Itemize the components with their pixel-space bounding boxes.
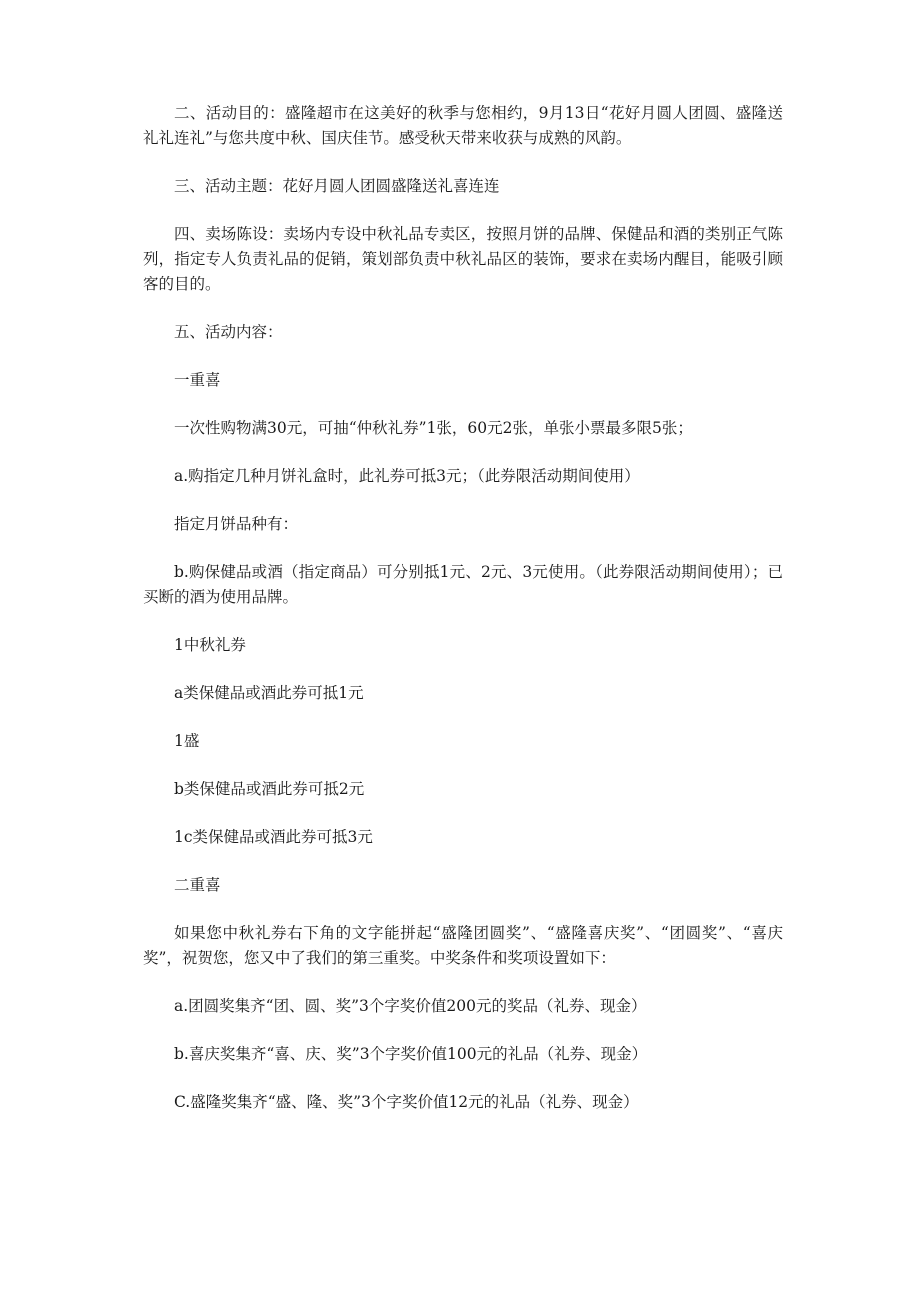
- paragraph-activity-theme: 三、活动主题：花好月圆人团圆盛隆送礼喜连连: [174, 177, 500, 195]
- paragraph-activity-content-heading: 五、活动内容：: [174, 323, 283, 341]
- paragraph-voucher-a: a类保健品或酒此券可抵1元: [174, 684, 364, 702]
- paragraph-health-wine-voucher: b.购保健品或酒（指定商品）可分别抵1元、2元、3元使用。（此券限活动期间使用）；已买断的酒为使用品牌。: [143, 563, 783, 606]
- paragraph-voucher-sheng: 1盛: [174, 732, 200, 750]
- paragraph-second-joy-heading: 二重喜: [174, 876, 221, 894]
- paragraph-voucher-title: 1中秋礼券: [174, 636, 246, 654]
- paragraph-voucher-b: b类保健品或酒此券可抵2元: [174, 780, 365, 798]
- paragraph-store-display: 四、卖场陈设：卖场内专设中秋礼品专卖区，按照月饼的品牌、保健品和酒的类别正气陈列，指定专人负责礼品的促销，策划部负责中秋礼品区的装饰，要求在卖场内醒目，能吸引顾客的目的。: [143, 225, 783, 293]
- paragraph-prize-c: C.盛隆奖集齐“盛、隆、奖”3个字奖价值12元的礼品（礼券、现金）: [174, 1093, 639, 1111]
- paragraph-mooncake-varieties: 指定月饼品种有：: [174, 515, 299, 533]
- paragraph-mooncake-voucher: a.购指定几种月饼礼盒时，此礼券可抵3元；（此券限活动期间使用）: [174, 467, 640, 485]
- paragraph-prize-b: b.喜庆奖集齐“喜、庆、奖”3个字奖价值100元的礼品（礼券、现金）: [174, 1045, 648, 1063]
- document-body: [143, 101, 783, 1138]
- paragraph-prize-a: a.团圆奖集齐“团、圆、奖”3个字奖价值200元的奖品（礼券、现金）: [174, 997, 647, 1015]
- paragraph-voucher-c: 1c类保健品或酒此券可抵3元: [174, 828, 373, 846]
- paragraph-activity-purpose: 二、活动目的：盛隆超市在这美好的秋季与您相约，9月13日“花好月圆人团圆、盛隆送礼礼连礼”与您共度中秋、国庆佳节。感受秋天带来收获与成熟的风韵。: [143, 104, 783, 147]
- paragraph-purchase-rule: 一次性购物满30元，可抽“仲秋礼券”1张，60元2张，单张小票最多限5张；: [174, 419, 693, 437]
- paragraph-first-joy-heading: 一重喜: [174, 371, 221, 389]
- paragraph-prize-conditions: 如果您中秋礼券右下角的文字能拼起“盛隆团圆奖”、“盛隆喜庆奖”、“团圆奖”、“喜庆奖”，祝贺您，您又中了我们的第三重奖。中奖条件和奖项设置如下：: [143, 924, 783, 967]
